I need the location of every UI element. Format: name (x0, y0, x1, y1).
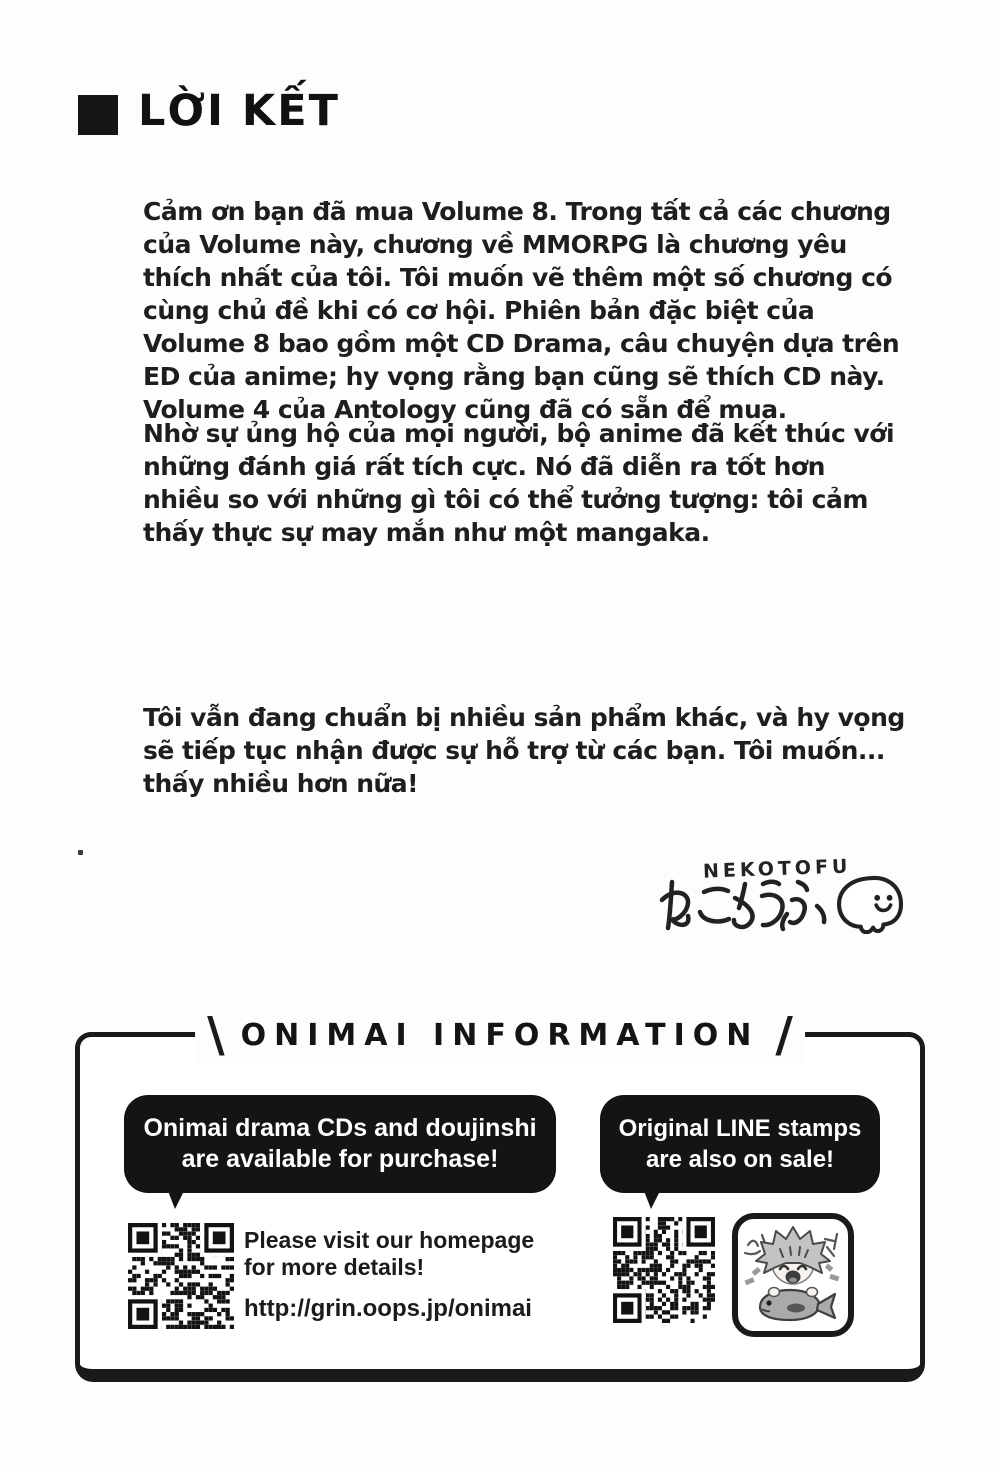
homepage-url: http://grin.oops.jp/onimai (244, 1295, 532, 1322)
qr-code-line-stamps (613, 1217, 715, 1323)
info-panel-header (195, 1006, 805, 1064)
line-stamp-sample-image (732, 1213, 854, 1337)
page-title: LỜI KẾT (138, 86, 340, 136)
bubble-line: are available for purchase! (181, 1145, 499, 1173)
bubble-line: Onimai drama CDs and doujinshi (143, 1114, 537, 1142)
qr-code-homepage (128, 1223, 234, 1329)
homepage-line-2: for more details! (244, 1254, 425, 1280)
backslash-decoration: \ (207, 1007, 225, 1063)
afterword-paragraph-1: Cảm ơn bạn đã mua Volume 8. Trong tất cả các chương của Volume này, chương về MMORPG là chương yêu thích nhất của tôi. Tôi muốn vẽ thêm một số chương có cùng chủ đề khi có cơ hội. Phiên bản đặc biệt của Volume 8 bao gồm một CD Drama, câu chuyện dựa trên ED của anime; hy vọng rằng bạn cũng sẽ thích CD này. Volume 4 của Antology cũng đã có sẵn để mua. (143, 197, 900, 424)
tofu-smiley-icon (836, 874, 904, 938)
handwritten-signature (658, 876, 830, 938)
scan-speck (78, 850, 83, 855)
slash-decoration: / (775, 1007, 793, 1063)
drama-cd-speech-bubble (124, 1095, 556, 1193)
bubble-line: Original LINE stamps (618, 1115, 862, 1142)
onimai-information-panel (75, 1007, 925, 1382)
afterword-paragraph-2: Nhờ sự ủng hộ của mọi người, bộ anime đã kết thúc với những đánh giá rất tích cực. Nó đã diễn ra tốt hơn nhiều so với những gì tôi có thể tưởng tượng: tôi cảm thấy thực sự may mắn như một mangaka. (143, 419, 895, 547)
author-signature (648, 852, 948, 952)
homepage-line-1: Please visit our homepage (244, 1227, 535, 1253)
line-stamps-speech-bubble (600, 1095, 880, 1193)
heading-square-bullet (78, 95, 118, 135)
bubble-line: are also on sale! (645, 1146, 835, 1173)
info-panel-title: ONIMAI INFORMATION (240, 1017, 760, 1053)
author-name-text: NEKOTOFU (702, 855, 852, 883)
afterword-paragraph-3: Tôi vẫn đang chuẩn bị nhiều sản phẩm khác, và hy vọng sẽ tiếp tục nhận được sự hỗ trợ từ các bạn. Tôi muốn... thấy nhiều hơn nữa! (143, 703, 905, 798)
homepage-info-text (244, 1227, 534, 1322)
page-heading (78, 86, 340, 136)
